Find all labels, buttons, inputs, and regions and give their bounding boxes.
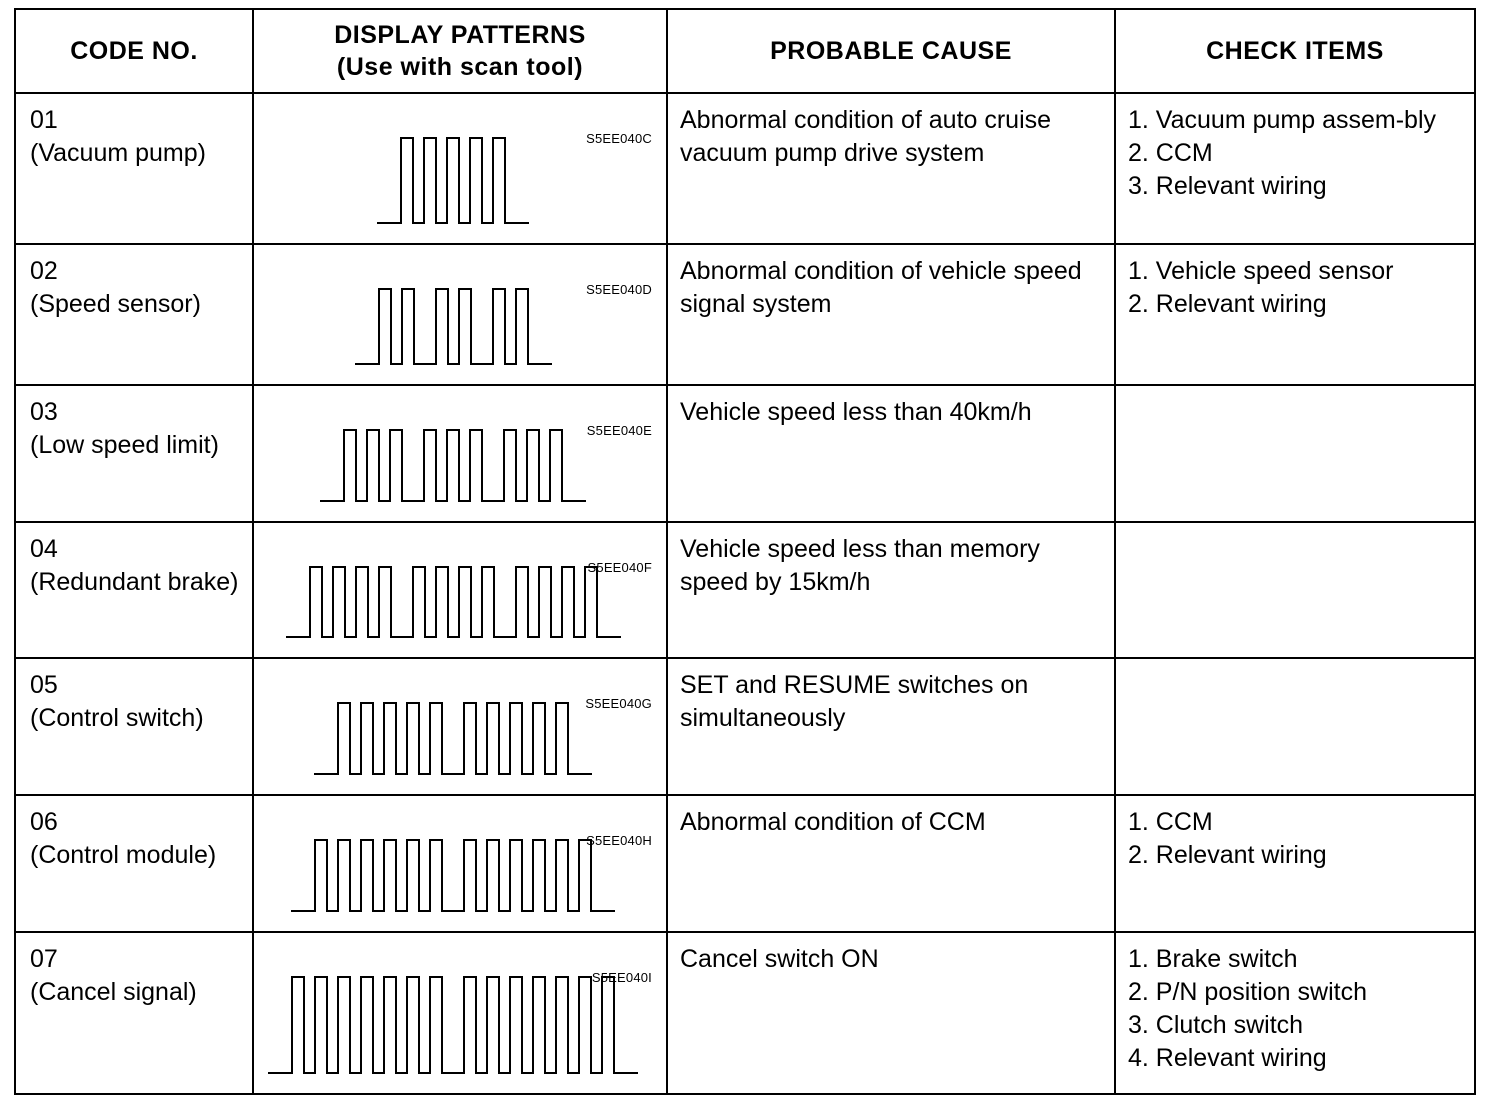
check-item: 2. P/N position switch — [1128, 978, 1367, 1006]
pulse-waveform — [286, 567, 621, 637]
code-cell — [15, 795, 253, 932]
display-pattern-cell — [253, 795, 667, 932]
code-description: (Low speed limit) — [30, 431, 219, 459]
probable-cause: Cancel switch ON — [667, 932, 1115, 1094]
check-items-list — [1128, 255, 1466, 321]
display-pattern-cell — [253, 932, 667, 1094]
check-items-list — [1128, 104, 1466, 203]
check-items-cell — [1115, 522, 1475, 658]
display-pattern-cell — [253, 658, 667, 795]
check-item: 3. Relevant wiring — [1128, 172, 1327, 200]
display-pattern-cell — [253, 385, 667, 522]
pattern-reference: S5EE040F — [587, 560, 652, 575]
check-item: 2. Relevant wiring — [1128, 290, 1327, 318]
code-number: 06 — [30, 808, 58, 836]
check-item: 1. Vacuum pump assem-bly — [1128, 106, 1436, 134]
check-item: 1. Vehicle speed sensor — [1128, 257, 1394, 285]
check-item: 1. CCM — [1128, 808, 1213, 836]
check-items-list — [1128, 943, 1466, 1075]
code-number: 04 — [30, 535, 58, 563]
check-item: 2. CCM — [1128, 139, 1213, 167]
pulse-waveform — [377, 138, 529, 223]
pattern-reference: S5EE040I — [591, 970, 652, 985]
code-cell — [15, 93, 253, 244]
check-item: 2. Relevant wiring — [1128, 841, 1327, 869]
pulse-pattern-diagram — [254, 796, 668, 933]
table-row — [15, 522, 1475, 658]
pulse-waveform — [291, 840, 615, 911]
code-number: 05 — [30, 671, 58, 699]
code-cell — [15, 522, 253, 658]
pattern-reference: S5EE040E — [586, 423, 652, 438]
check-items-cell — [1115, 932, 1475, 1094]
check-items-list — [1128, 806, 1466, 872]
display-pattern-cell — [253, 522, 667, 658]
check-items-cell — [1115, 93, 1475, 244]
pulse-pattern-diagram — [254, 245, 668, 386]
code-cell — [15, 932, 253, 1094]
pulse-pattern-diagram — [254, 933, 668, 1095]
pulse-pattern-diagram — [254, 94, 668, 245]
check-items-cell — [1115, 658, 1475, 795]
pulse-pattern-diagram — [254, 659, 668, 796]
pattern-reference: S5EE040H — [586, 833, 652, 848]
pulse-waveform — [320, 430, 586, 501]
table-row — [15, 93, 1475, 244]
header-check-items: CHECK ITEMS — [1115, 9, 1475, 93]
header-display-patterns — [253, 9, 667, 93]
probable-cause: Abnormal condition of auto cruise vacuum pump drive system — [667, 93, 1115, 244]
code-number: 01 — [30, 106, 58, 134]
probable-cause: Vehicle speed less than 40km/h — [667, 385, 1115, 522]
header-code-no: CODE NO. — [15, 9, 253, 93]
check-items-cell — [1115, 244, 1475, 385]
code-description: (Control switch) — [30, 704, 204, 732]
pulse-waveform — [314, 703, 592, 774]
table-row — [15, 658, 1475, 795]
display-pattern-cell — [253, 93, 667, 244]
code-number: 07 — [30, 945, 58, 973]
table-row — [15, 932, 1475, 1094]
check-items-cell — [1115, 795, 1475, 932]
probable-cause: Abnormal condition of vehicle speed signal system — [667, 244, 1115, 385]
code-number: 03 — [30, 398, 58, 426]
code-description: (Cancel signal) — [30, 978, 197, 1006]
pulse-waveform — [268, 977, 638, 1073]
check-item: 1. Brake switch — [1128, 945, 1298, 973]
header-display-line1: DISPLAY PATTERNS — [334, 21, 586, 49]
code-cell — [15, 244, 253, 385]
probable-cause: Abnormal condition of CCM — [667, 795, 1115, 932]
pulse-pattern-diagram — [254, 523, 668, 659]
table-row — [15, 244, 1475, 385]
pattern-reference: S5EE040C — [586, 131, 652, 146]
code-number: 02 — [30, 257, 58, 285]
header-display-line2: (Use with scan tool) — [336, 53, 584, 81]
check-item: 3. Clutch switch — [1128, 1011, 1304, 1039]
code-description: (Redundant brake) — [30, 568, 239, 596]
pattern-reference: S5EE040G — [585, 696, 652, 711]
check-items-cell — [1115, 385, 1475, 522]
header-row — [15, 9, 1475, 93]
pulse-waveform — [355, 289, 552, 364]
code-cell — [15, 385, 253, 522]
table-row — [15, 385, 1475, 522]
check-item: 4. Relevant wiring — [1128, 1044, 1327, 1072]
diagnostic-code-table — [14, 8, 1476, 1095]
header-probable-cause: PROBABLE CAUSE — [667, 9, 1115, 93]
code-cell — [15, 658, 253, 795]
probable-cause: Vehicle speed less than memory speed by 15km/h — [667, 522, 1115, 658]
probable-cause: SET and RESUME switches on simultaneously — [667, 658, 1115, 795]
code-description: (Control module) — [30, 841, 217, 869]
code-description: (Vacuum pump) — [30, 139, 206, 167]
code-description: (Speed sensor) — [30, 290, 201, 318]
display-pattern-cell — [253, 244, 667, 385]
pulse-pattern-diagram — [254, 386, 668, 523]
table-row — [15, 795, 1475, 932]
pattern-reference: S5EE040D — [586, 282, 652, 297]
